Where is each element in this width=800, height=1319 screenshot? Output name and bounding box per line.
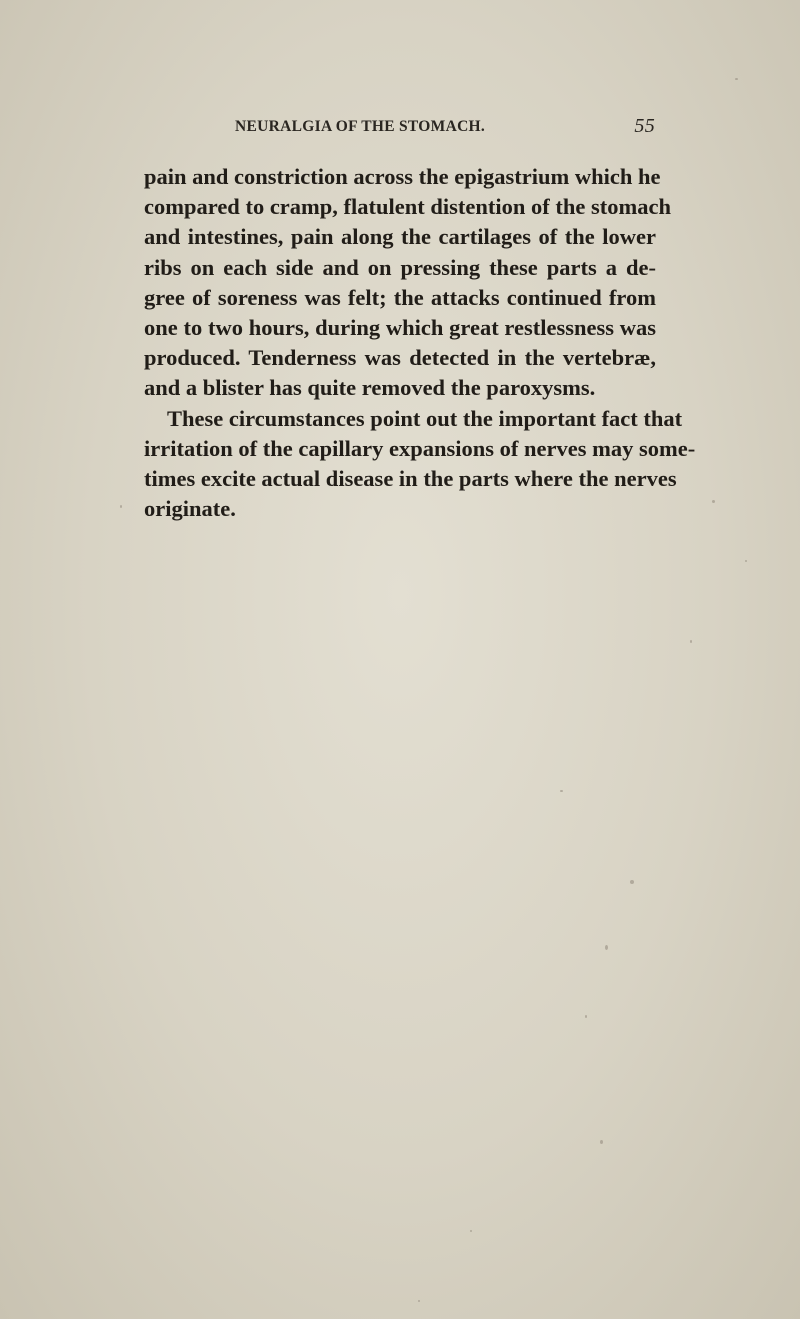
text-line: and intestines, pain along the cartilages of the lower	[144, 224, 656, 250]
text-line: and a blister has quite removed the paroxysms.	[144, 375, 596, 401]
paragraph-2	[144, 404, 696, 525]
text-line: ribs on each side and on pressing these parts a de-	[144, 254, 656, 280]
paper-speck	[560, 790, 563, 792]
body-text	[144, 162, 696, 524]
text-line: produced. Tenderness was detected in the vertebræ,	[144, 345, 656, 371]
running-head: NEURALGIA OF THE STOMACH.	[235, 118, 486, 135]
text-line: one to two hours, during which great restlessness was	[144, 315, 656, 341]
paper-speck	[745, 560, 747, 562]
text-line: pain and constriction across the epigastrium which he	[144, 164, 661, 189]
text-line: originate.	[144, 496, 236, 522]
text-line: gree of soreness was felt; the attacks continued from	[144, 284, 656, 310]
paragraph-1	[144, 162, 672, 404]
paper-speck	[470, 1230, 472, 1232]
text-line: times excite actual disease in the parts where the nerves	[144, 466, 677, 492]
page-header	[235, 115, 655, 142]
paper-speck	[735, 78, 738, 80]
page-number: 55	[634, 115, 655, 137]
paper-speck	[120, 505, 122, 508]
paper-speck	[585, 1015, 587, 1018]
text-line: irritation of the capillary expansions of nerves may some-	[144, 435, 696, 461]
paper-speck	[630, 880, 634, 884]
text-line: compared to cramp, flatulent distention of the stomach	[144, 194, 672, 220]
paper-speck	[600, 1140, 603, 1144]
paper-speck	[605, 945, 608, 950]
paper-speck	[712, 500, 715, 503]
paper-speck	[418, 1300, 420, 1302]
paper-speck	[690, 640, 692, 643]
text-line: These circumstances point out the important fact that	[167, 405, 683, 431]
